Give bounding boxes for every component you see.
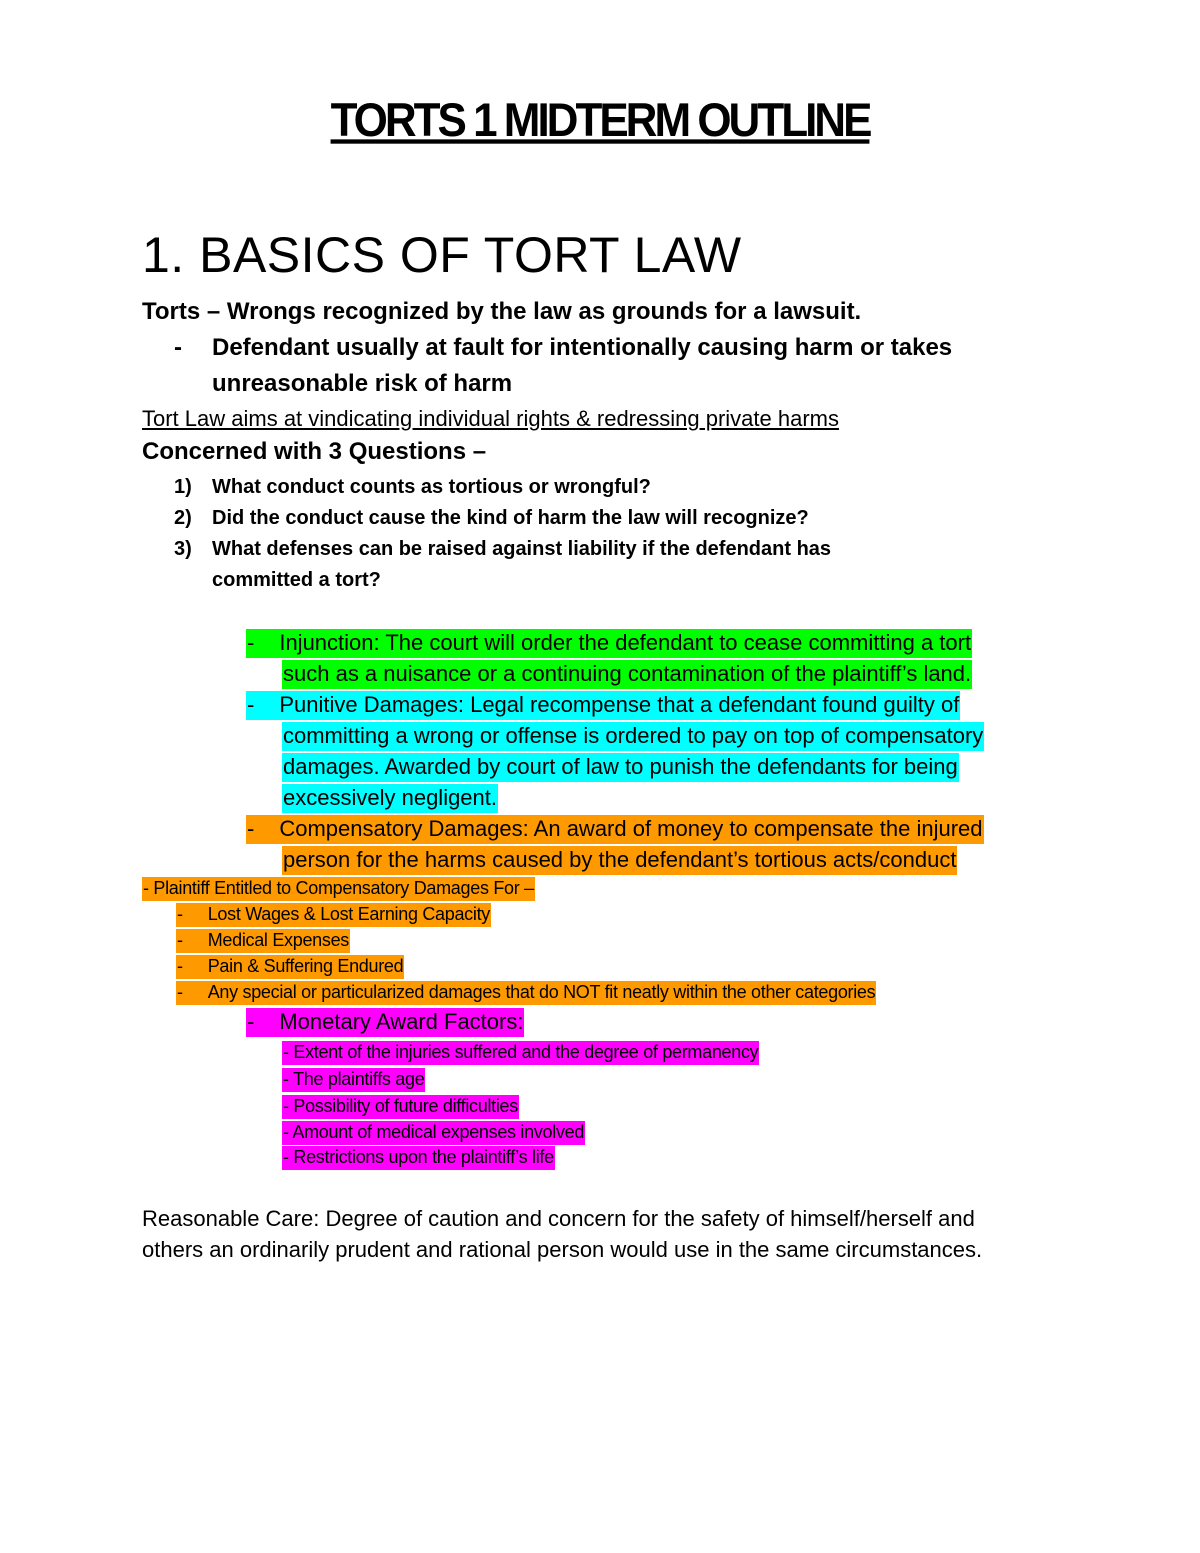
questions-heading: Concerned with 3 Questions – bbox=[142, 438, 487, 465]
document-title: TORTS 1 MIDTERM OUTLINE bbox=[330, 94, 870, 147]
factor-item: - Amount of medical expenses involved bbox=[282, 1121, 585, 1145]
remedy-line-wrapper bbox=[282, 754, 959, 780]
factors-heading-wrapper: - Monetary Award Factors: bbox=[246, 1009, 524, 1035]
remedy-line: Injunction: The court will order the defendant to cease committing a tort bbox=[255, 629, 972, 658]
reasonable-care-line: others an ordinarily prudent and rational person would use in the same circumstances. bbox=[142, 1237, 983, 1262]
torts-definition: Torts – Wrongs recognized by the law as grounds for a lawsuit. bbox=[142, 298, 862, 325]
remedy-compensatory bbox=[246, 816, 984, 842]
entitled-item-text: Lost Wages & Lost Earning Capacity bbox=[184, 903, 491, 927]
question-number: 3) bbox=[174, 538, 192, 560]
remedy-line-wrapper bbox=[282, 661, 972, 687]
remedy-punitive bbox=[246, 692, 960, 718]
factor-item: - Possibility of future difficulties bbox=[282, 1095, 519, 1119]
remedy-line-wrapper bbox=[282, 785, 498, 811]
factor-item: - The plaintiffs age bbox=[282, 1068, 425, 1092]
remedy-line: damages. Awarded by court of law to punish the defendants for being bbox=[282, 753, 959, 782]
remedy-line-wrapper bbox=[282, 723, 984, 749]
factor-item-wrapper bbox=[282, 1147, 555, 1168]
reasonable-care-line: Reasonable Care: Degree of caution and concern for the safety of himself/herself and bbox=[142, 1206, 975, 1231]
remedy-line: such as a nuisance or a continuing contamination of the plaintiff’s land. bbox=[282, 660, 972, 689]
factor-item-wrapper bbox=[282, 1042, 759, 1063]
remedy-line: committing a wrong or offense is ordered to pay on top of compensatory bbox=[282, 722, 984, 751]
factor-item-wrapper bbox=[282, 1069, 425, 1090]
remedy-line-wrapper bbox=[282, 847, 957, 873]
remedy-dash: - bbox=[246, 815, 255, 844]
question-text: Did the conduct cause the kind of harm the law will recognize? bbox=[212, 507, 809, 529]
entitled-item: - Medical Expenses bbox=[176, 930, 350, 951]
remedy-line: Punitive Damages: Legal recompense that a defendant found guilty of bbox=[255, 691, 960, 720]
section-heading: 1. BASICS OF TORT LAW bbox=[142, 227, 742, 283]
remedy-line: person for the harms caused by the defendant’s tortious acts/conduct bbox=[282, 846, 957, 875]
factors-heading: Monetary Award Factors: bbox=[255, 1008, 524, 1037]
factor-item: - Restrictions upon the plaintiff’s life bbox=[282, 1146, 555, 1170]
question-text: What defenses can be raised against liability if the defendant has bbox=[212, 538, 832, 560]
question-text: committed a tort? bbox=[212, 569, 381, 591]
remedy-dash: - bbox=[246, 691, 255, 720]
question-text: What conduct counts as tortious or wrongful? bbox=[212, 476, 651, 498]
entitled-item: - Pain & Suffering Endured bbox=[176, 956, 404, 977]
entitled-item: - Any special or particularized damages that do NOT fit neatly within the other categories bbox=[176, 982, 876, 1003]
factor-item: - Extent of the injuries suffered and the degree of permanency bbox=[282, 1041, 759, 1065]
factor-item-wrapper bbox=[282, 1096, 519, 1117]
tort-law-aim: Tort Law aims at vindicating individual rights & redressing private harms bbox=[142, 406, 839, 431]
remedy-line: excessively negligent. bbox=[282, 784, 498, 813]
question-number: 2) bbox=[174, 507, 192, 529]
entitled-item-text: Medical Expenses bbox=[184, 929, 350, 953]
remedy-dash: - bbox=[246, 629, 255, 658]
remedy-line: Compensatory Damages: An award of money to compensate the injured bbox=[255, 815, 983, 844]
entitled-item-text: Any special or particularized damages that do NOT fit neatly within the other categories bbox=[184, 981, 877, 1005]
factor-item-wrapper bbox=[282, 1122, 585, 1143]
remedy-injunction bbox=[246, 630, 972, 656]
entitled-heading: - Plaintiff Entitled to Compensatory Damages For – bbox=[142, 877, 535, 901]
torts-sub-line: unreasonable risk of harm bbox=[212, 370, 513, 397]
entitled-item-text: Pain & Suffering Endured bbox=[184, 955, 405, 979]
entitled-item: - Lost Wages & Lost Earning Capacity bbox=[176, 904, 491, 925]
question-number: 1) bbox=[174, 476, 192, 498]
torts-sub-line: Defendant usually at fault for intentionally causing harm or takes bbox=[212, 334, 953, 361]
entitled-heading-wrapper bbox=[142, 878, 535, 899]
torts-sub-dash: - bbox=[174, 334, 182, 361]
